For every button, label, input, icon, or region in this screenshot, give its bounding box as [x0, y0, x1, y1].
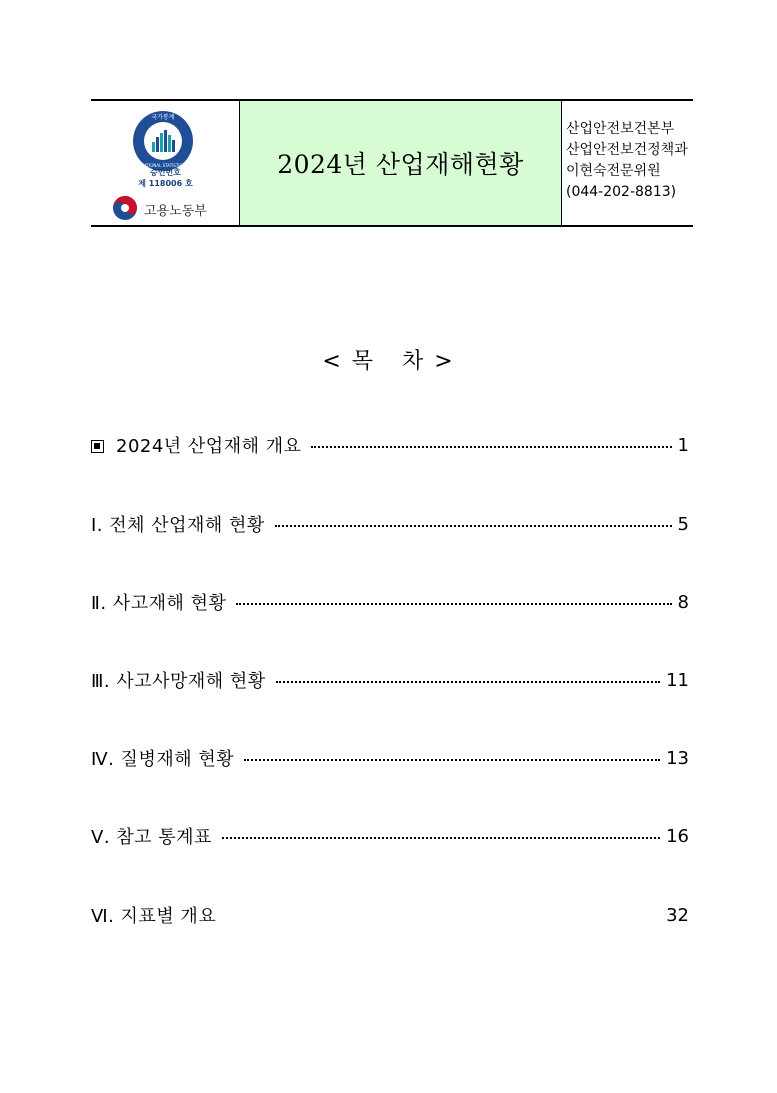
national-statistics-emblem-icon — [131, 109, 195, 173]
contact-line-2: 산업안전보건정책과 — [566, 142, 688, 158]
toc-item-accident-injuries[interactable] — [91, 589, 689, 615]
report-title: 2024년 산업재해현황 — [277, 150, 524, 179]
toc-item-occupational-disease[interactable] — [91, 745, 689, 771]
dot-leader — [222, 837, 660, 839]
dot-leader — [244, 759, 660, 761]
toc-item-overall-accidents[interactable] — [91, 511, 689, 537]
toc-item-label: Ⅱ. 사고재해 현황 — [91, 593, 227, 614]
emblem-top-text: 국가통계 — [151, 114, 175, 121]
toc-item-label: 2024년 산업재해 개요 — [116, 436, 302, 457]
contact-line-3: 이현숙전문위원 — [566, 163, 661, 179]
emblem-ring-text: NATIONAL STATISTICS — [141, 163, 185, 168]
toc-item-page: 32 — [666, 904, 689, 926]
toc-item-fatal-accidents[interactable] — [91, 667, 689, 693]
contact-line-4: (044-202-8813) — [566, 184, 677, 200]
dot-leader — [236, 603, 671, 605]
ministry-name: 고용노동부 — [144, 204, 207, 219]
approval-label: 승인번호 — [150, 168, 181, 177]
toc-item-label: Ⅵ. 지표별 개요 — [91, 906, 217, 927]
ministry-logo — [112, 194, 222, 222]
taegeuk-icon — [112, 195, 138, 221]
toc-item-page: 1 — [677, 434, 689, 456]
toc-item-page: 5 — [677, 513, 689, 535]
toc-item-page: 16 — [666, 825, 689, 847]
toc-heading: < 목 차 > — [322, 349, 455, 374]
contact-info — [566, 119, 696, 203]
toc-item-page: 13 — [666, 747, 689, 769]
toc-item-indicator-overview[interactable] — [91, 902, 689, 928]
toc-item-label: Ⅰ. 전체 산업재해 현황 — [91, 515, 265, 536]
toc-item-page: 8 — [677, 591, 689, 613]
toc-item-label: Ⅳ. 질병재해 현황 — [91, 749, 235, 770]
filled-square-icon — [91, 440, 104, 453]
dot-leader — [275, 525, 672, 527]
dot-leader — [276, 681, 660, 683]
toc-item-overview[interactable] — [91, 432, 689, 458]
contact-line-1: 산업안전보건본부 — [566, 121, 675, 137]
title-cell — [240, 101, 562, 225]
report-header — [91, 99, 693, 227]
toc-item-reference-tables[interactable] — [91, 823, 689, 849]
toc-item-label: Ⅴ. 참고 통계표 — [91, 827, 212, 848]
logo-cell — [91, 101, 240, 225]
dot-leader — [311, 446, 671, 448]
approval-number: 제 118006 호 — [138, 179, 193, 188]
toc-item-label: Ⅲ. 사고사망재해 현황 — [91, 671, 266, 692]
toc-item-page: 11 — [666, 669, 689, 691]
